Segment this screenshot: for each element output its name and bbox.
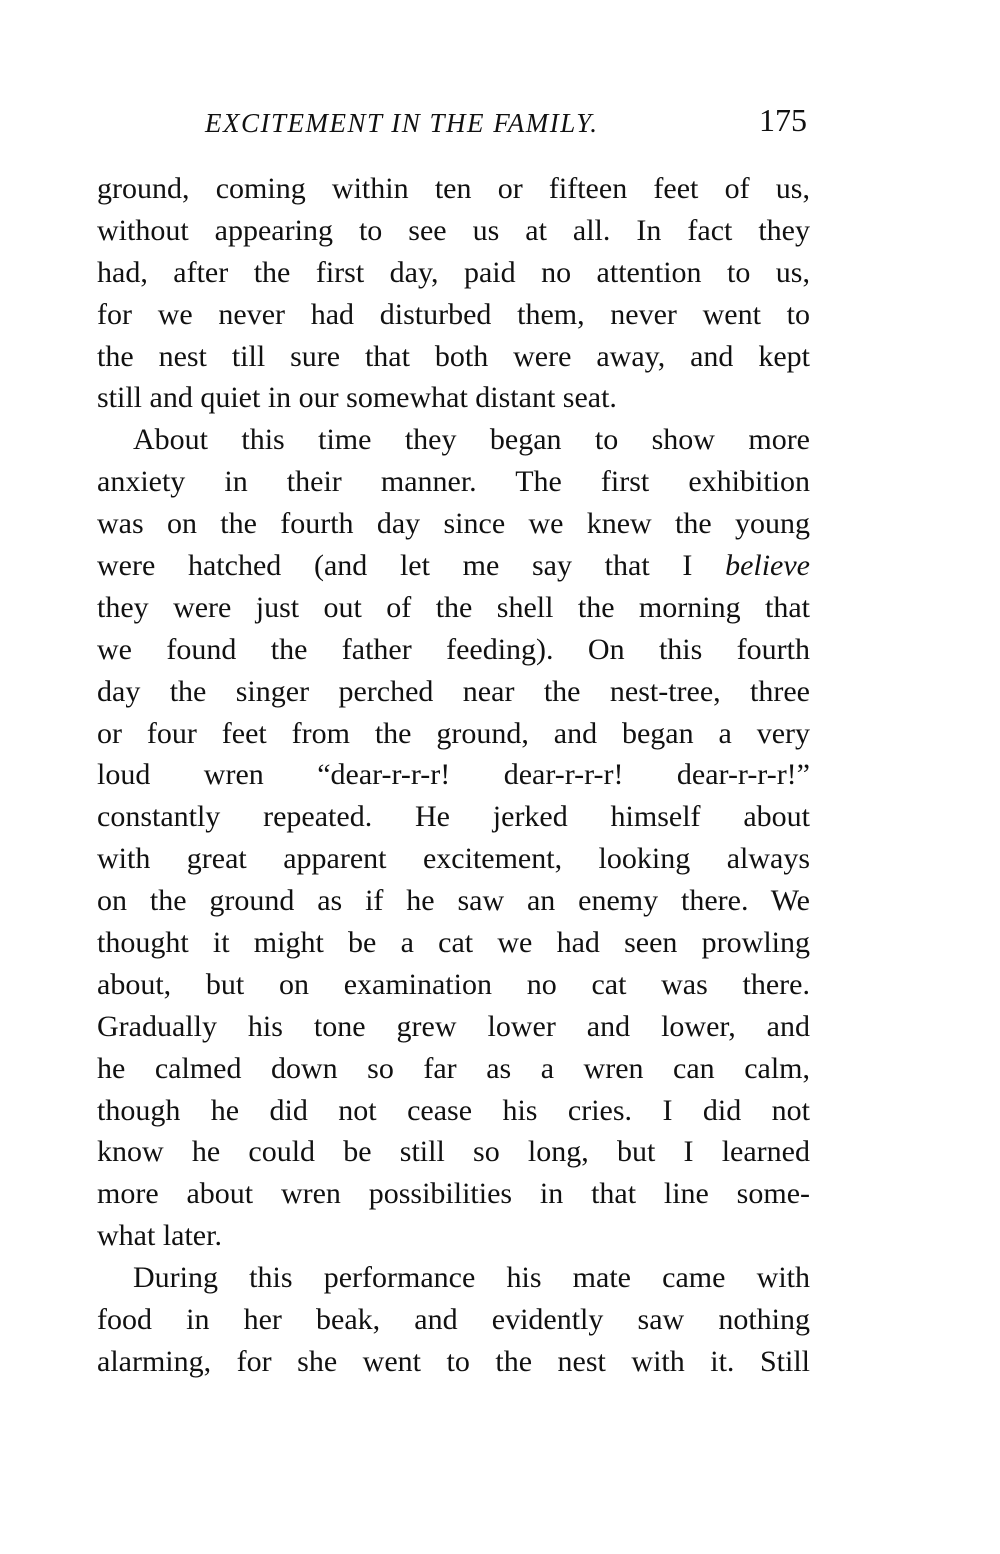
text-line: or four feet from the ground, and began a very (97, 716, 810, 750)
page-number: 175 (759, 102, 807, 138)
text-line: food in her beak, and evidently saw nothing (97, 1303, 810, 1337)
text-line: without appearing to see us at all. In fact they (97, 213, 810, 247)
text-line: know he could be still so long, but I learned (97, 1135, 810, 1169)
text-line: day the singer perched near the nest-tree, three (97, 674, 810, 708)
text-line: thought it might be a cat we had seen prowling (97, 926, 810, 960)
text-line: the nest till sure that both were away, and kept (97, 339, 810, 373)
text-segment: were hatched (and let me say that I (97, 549, 726, 583)
italic-word: believe (725, 549, 810, 583)
text-line: anxiety in their manner. The first exhibition (97, 465, 810, 499)
text-line: was on the fourth day since we knew the young (97, 507, 810, 541)
text-line: About this time they began to show more (133, 423, 810, 457)
text-line: constantly repeated. He jerked himself about (97, 800, 810, 834)
text-line: alarming, for she went to the nest with it. Still (97, 1344, 810, 1378)
text-line: Gradually his tone grew lower and lower, and (97, 1009, 810, 1043)
text-line: on the ground as if he saw an enemy there. We (97, 884, 810, 918)
text-line: ground, coming within ten or fifteen feet of us, (97, 172, 810, 205)
text-line: had, after the first day, paid no attention to us, (97, 255, 810, 289)
text-line: about, but on examination no cat was there. (97, 967, 810, 1001)
text-line: what later. (97, 1219, 222, 1253)
page-body (97, 168, 810, 1383)
running-title: EXCITEMENT IN THE FAMILY. (205, 108, 599, 138)
text-line: we found the father feeding). On this fourth (97, 632, 810, 666)
text-line: for we never had disturbed them, never went to (97, 297, 810, 331)
text-line: still and quiet in our somewhat distant seat. (97, 381, 617, 415)
text-line: though he did not cease his cries. I did not (97, 1093, 810, 1127)
text-line: more about wren possibilities in that line some- (97, 1177, 810, 1211)
text-line: they were just out of the shell the morning that (97, 590, 810, 624)
text-line: he calmed down so far as a wren can calm, (97, 1051, 810, 1085)
text-line: loud wren “dear-r-r-r! dear-r-r-r! dear-r-r-r!” (97, 758, 810, 792)
text-line: During this performance his mate came with (133, 1261, 810, 1295)
text-line (97, 545, 810, 587)
running-header (205, 102, 807, 142)
text-line: with great apparent excitement, looking always (97, 842, 810, 876)
